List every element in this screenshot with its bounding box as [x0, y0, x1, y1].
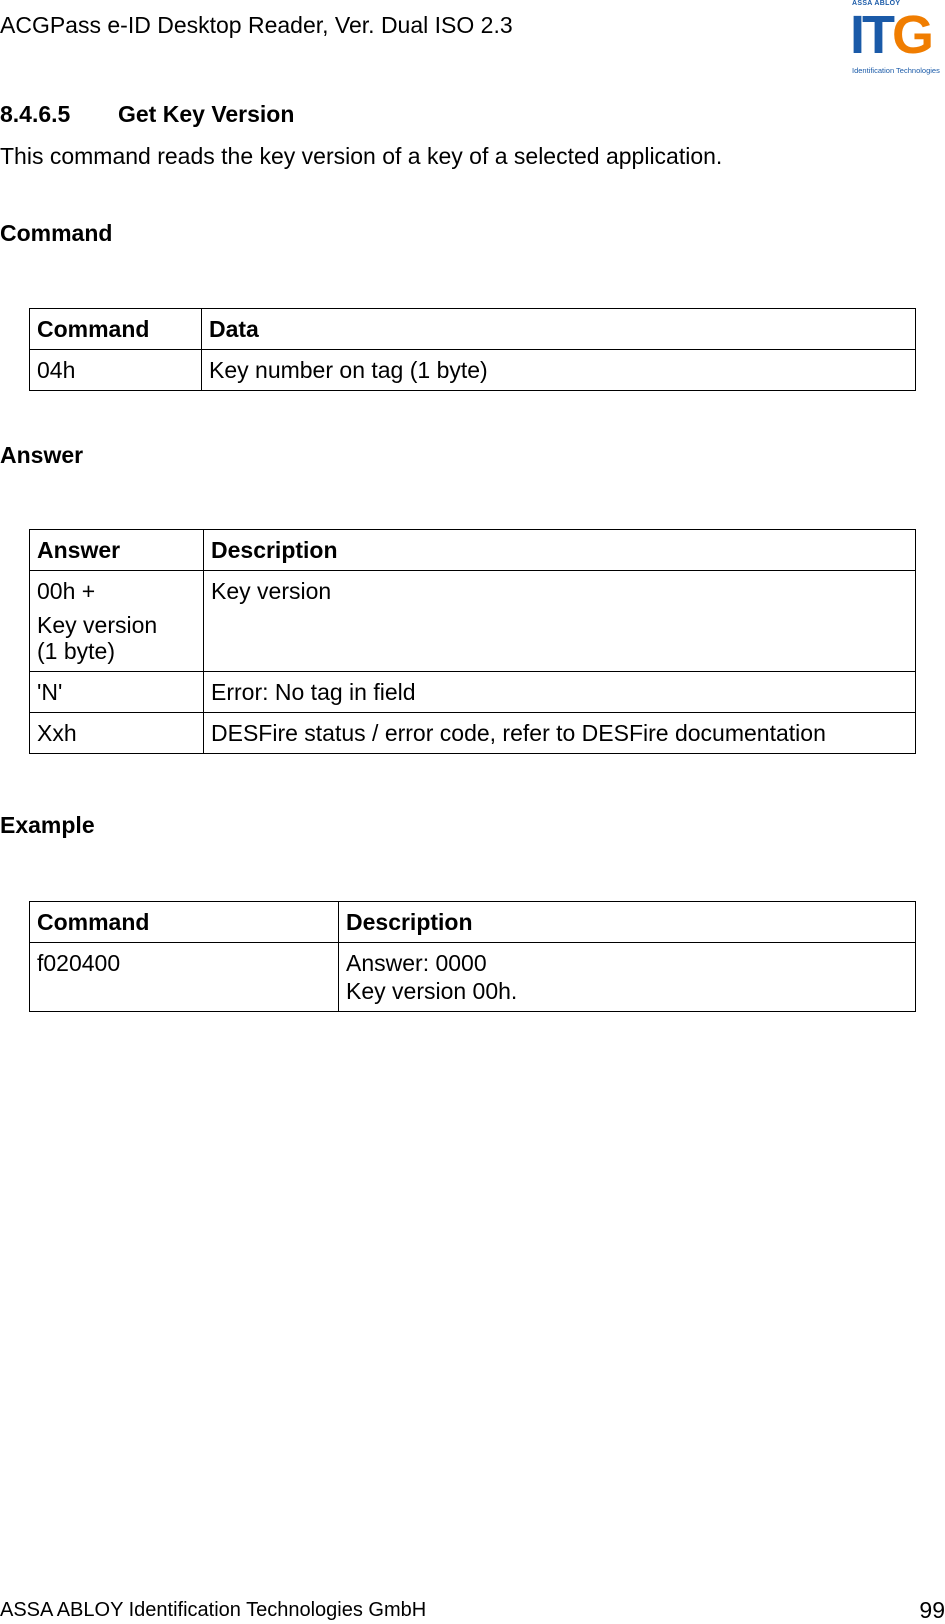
logo-top-text: ASSA ABLOY — [852, 0, 901, 7]
example-table — [29, 901, 916, 1012]
table-cell: f020400 — [30, 943, 339, 1012]
table-cell: Key version — [204, 571, 916, 672]
table-row — [30, 672, 916, 713]
table-cell: 04h — [30, 350, 202, 391]
table-header-row — [30, 902, 916, 943]
document-header-title: ACGPass e-ID Desktop Reader, Ver. Dual ISO 2.3 — [0, 12, 513, 38]
table-header-cell: Command — [30, 902, 339, 943]
table-header-row — [30, 309, 916, 350]
section-intro: This command reads the key version of a key of a selected application. — [0, 143, 723, 169]
table-row — [30, 943, 916, 1012]
section-number: 8.4.6.5 — [0, 101, 71, 127]
command-table — [29, 308, 916, 391]
logo-sub-text: Identification Technologies — [852, 66, 940, 75]
table-header-cell: Description — [339, 902, 916, 943]
table-header-cell: Command — [30, 309, 202, 350]
footer-company: ASSA ABLOY Identification Technologies GmbH — [0, 1599, 427, 1621]
table-header-row — [30, 530, 916, 571]
table-cell: Key number on tag (1 byte) — [202, 350, 916, 391]
table-row — [30, 571, 916, 672]
table-cell: Xxh — [30, 713, 204, 754]
page-number: 99 — [919, 1597, 945, 1623]
table-cell: DESFire status / error code, refer to DESFire documentation — [204, 713, 916, 754]
table-header-cell: Answer — [30, 530, 204, 571]
table-cell: Answer: 0000 Key version 00h. — [339, 943, 916, 1012]
command-heading: Command — [0, 220, 113, 246]
section-title: Get Key Version — [118, 101, 295, 127]
example-heading: Example — [0, 812, 95, 838]
table-cell: Error: No tag in field — [204, 672, 916, 713]
table-row — [30, 350, 916, 391]
table-header-cell: Data — [202, 309, 916, 350]
table-header-cell: Description — [204, 530, 916, 571]
table-cell: 00h + Key version (1 byte) — [30, 571, 204, 672]
answer-table — [29, 529, 916, 754]
logo-main-text: ITG — [850, 5, 932, 65]
itg-logo — [852, 0, 945, 80]
table-row — [30, 713, 916, 754]
answer-heading: Answer — [0, 442, 84, 468]
table-cell: 'N' — [30, 672, 204, 713]
